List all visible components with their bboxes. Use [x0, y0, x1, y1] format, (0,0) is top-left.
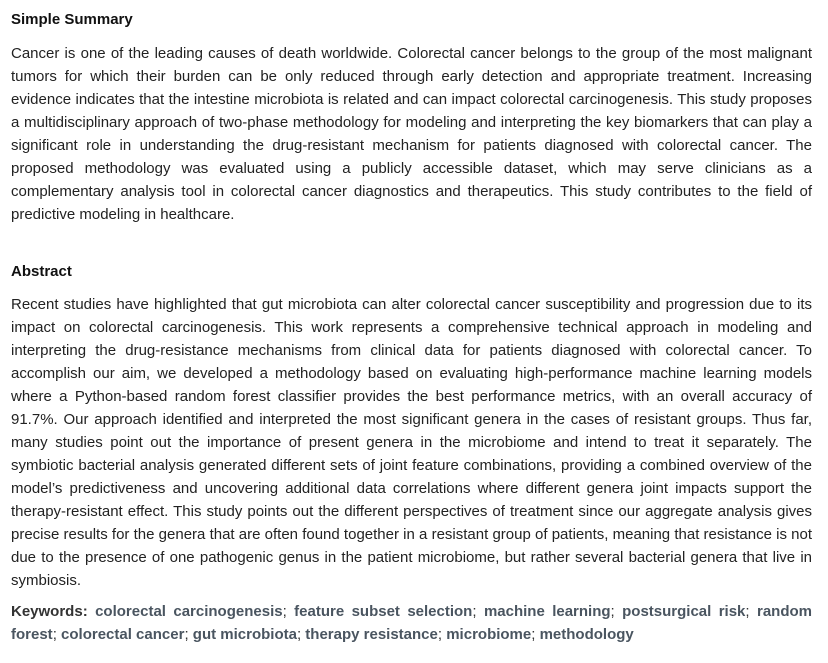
keyword-link[interactable]: methodology [539, 626, 634, 643]
keyword-separator: ; [184, 626, 189, 643]
keyword-link[interactable]: microbiome [446, 626, 532, 643]
simple-summary-heading: Simple Summary [11, 11, 133, 28]
keyword-separator: ; [282, 603, 287, 620]
keywords-block [11, 600, 812, 646]
keyword-separator: ; [52, 626, 57, 643]
abstract-text: Recent studies have highlighted that gut microbiota can alter colorectal cancer susceptibility and progression due to its impact on colorectal carcinogenesis. This work represents a comprehensive technical approach in modeling and interpreting the drug-resistance mechanisms from clinical data for patients diagnosed with colorectal cancer. To accomplish our aim, we developed a methodology based on evaluating high-performance machine learning models where a Python-based random forest classifier provides the best performance metrics, with an overall accuracy of 91.7%. Our approach identified and interpreted the most significant genera in the cases of resistant groups. Thus far, many studies point out the importance of present genera in the microbiome and intend to treat it separately. The symbiotic bacterial analysis generated different sets of joint feature combinations, providing a combined overview of the model’s predictiveness and uncovering additional data correlations where different genera joint impacts support the therapy-resistant effect. This study points out the different perspectives of treatment since our aggregate analysis gives precise results for the genera that are often found together in a resistant group of patients, meaning that resistance is not due to the presence of one pathogenic genus in the patient microbiome, but rather several bacterial genera that live in symbiosis. [11, 296, 812, 589]
simple-summary-text: Cancer is one of the leading causes of death worldwide. Colorectal cancer belongs to the group of the most malignant tumors for which their burden can be only reduced through early detection and appropriate treatment. Increasing evidence indicates that the intestine microbiota is related and can impact colorectal carcinogenesis. This study proposes a multidisciplinary approach of two-phase methodology for modeling and interpreting the key biomarkers that can play a significant role in understanding the drug-resistant mechanism for patients diagnosed with colorectal cancer. The proposed methodology was evaluated using a publicly accessible dataset, which may serve clinicians as a complementary analysis tool in colorectal cancer diagnostics and therapeutics. This study contributes to the field of predictive modeling in healthcare. [11, 45, 812, 223]
keyword-separator: ; [296, 626, 302, 643]
keyword-link[interactable]: colorectal cancer [61, 626, 185, 643]
keyword-link[interactable]: feature subset selection [294, 603, 473, 620]
abstract-heading: Abstract [11, 263, 72, 280]
keyword-separator: ; [610, 603, 615, 620]
abstract-section [11, 262, 812, 592]
keyword-separator: ; [472, 603, 477, 620]
keyword-link[interactable]: gut microbiota [192, 626, 297, 643]
keyword-separator: ; [531, 626, 536, 643]
keyword-link[interactable]: therapy resistance [305, 626, 438, 643]
keyword-separator: ; [745, 603, 750, 620]
keyword-separator: ; [437, 626, 443, 643]
keywords-label: Keywords: [11, 603, 88, 620]
keywords-list [11, 603, 812, 643]
simple-summary-section [11, 10, 812, 226]
keyword-link[interactable]: postsurgical risk [622, 603, 746, 620]
keyword-link[interactable]: machine learning [483, 603, 611, 620]
keyword-link[interactable]: random forest [11, 603, 812, 643]
keyword-link[interactable]: colorectal carcinogenesis [95, 603, 283, 620]
